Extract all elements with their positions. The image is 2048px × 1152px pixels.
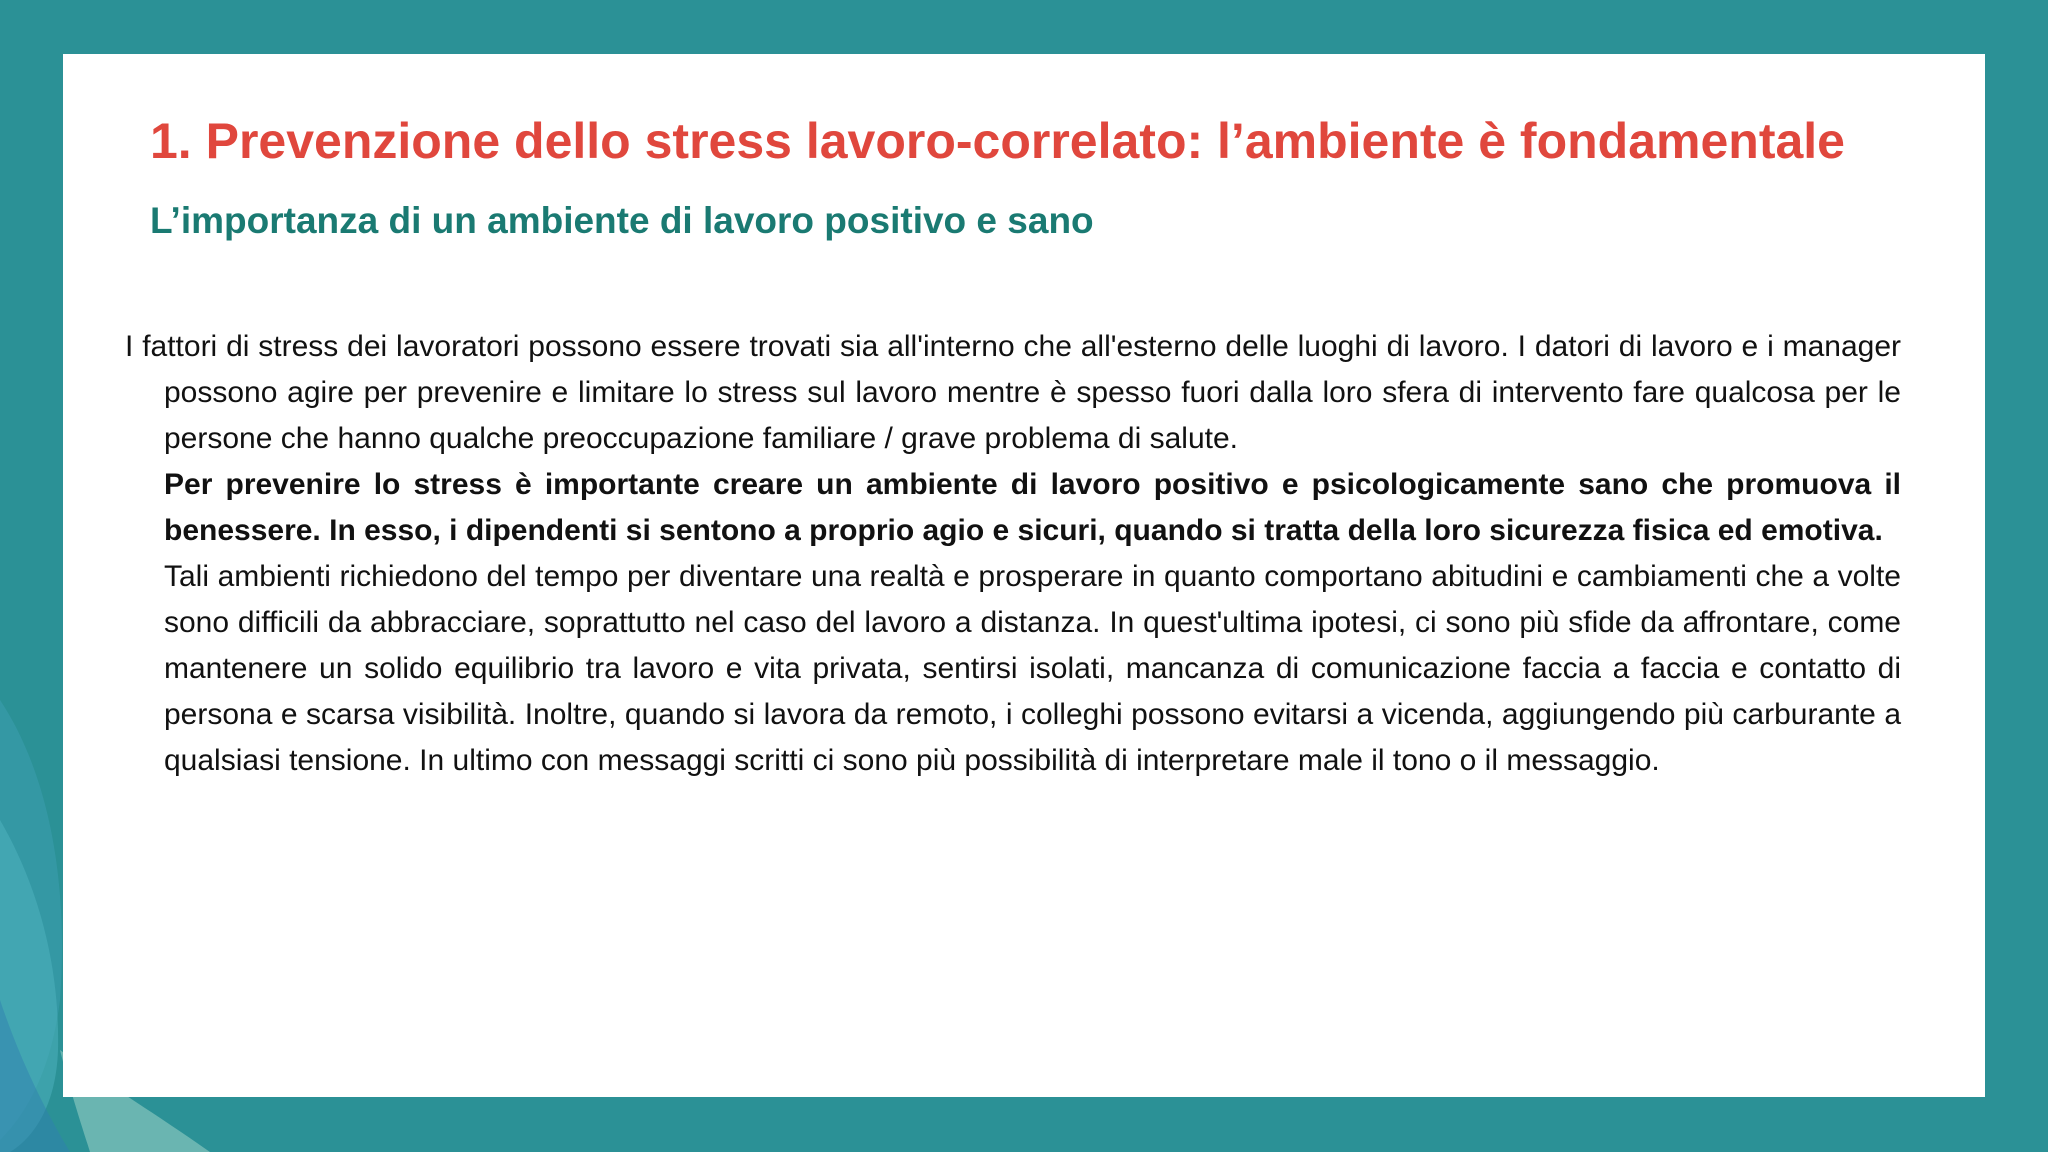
body-text-intro: I fattori di stress dei lavoratori possono essere trovati sia all'interno che all'esterno delle luoghi di lavoro. I datori di lavoro e i manager possono agire per prevenire e limitare lo stress sul lavoro mentre è spesso fuori dalla loro sfera di intervento fare qualcosa per le persone che hanno qualche preoccupazione familiare / grave problema di salute.	[125, 330, 1901, 455]
body-paragraph	[125, 324, 1901, 784]
slide-card	[63, 54, 1985, 1097]
body-text-emphasis: Per prevenire lo stress è importante creare un ambiente di lavoro positivo e psicologicamente sano che promuova il benessere. In esso, i dipendenti si sentono a proprio agio e sicuri, quando si tratta della loro sicurezza fisica ed emotiva.	[164, 468, 1901, 547]
body-text-remote-work: Tali ambienti richiedono del tempo per diventare una realtà e prosperare in quanto comportano abitudini e cambiamenti che a volte sono difficili da abbracciare, soprattutto nel caso del lavoro a distanza. In quest'ultima ipotesi, ci sono più sfide da affrontare, come mantenere un solido equilibrio tra lavoro e vita privata, sentirsi isolati, mancanza di comunicazione faccia a faccia e contatto di persona e scarsa visibilità. Inoltre, quando si lavora da remoto, i colleghi possono evitarsi a vicenda, aggiungendo più carburante a qualsiasi tensione. In ultimo con messaggi scritti ci sono più possibilità di interpretare male il tono o il messaggio.	[164, 560, 1901, 777]
slide-subtitle: L’importanza di un ambiente di lavoro positivo e sano	[150, 200, 1094, 241]
slide-title: 1. Prevenzione dello stress lavoro-correlato: l’ambiente è fondamentale	[150, 113, 1845, 169]
